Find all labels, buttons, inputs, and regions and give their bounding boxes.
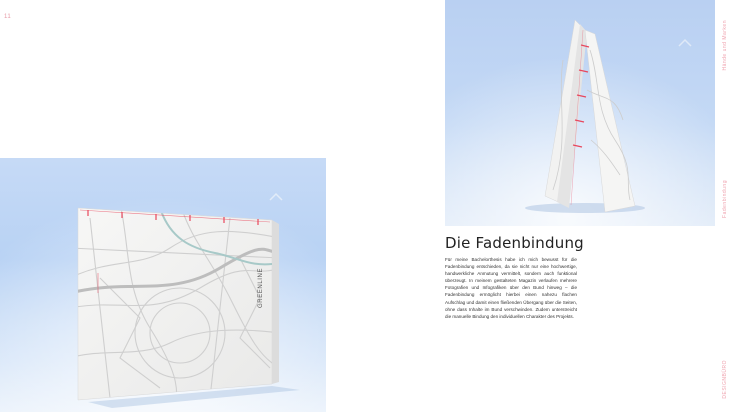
book-standing-photo — [445, 0, 715, 226]
page-number: 11 — [4, 14, 12, 20]
book-standing-illustration — [445, 0, 715, 226]
side-label-top: Hände und Marken — [722, 20, 728, 71]
book-front-illustration — [0, 158, 326, 412]
book-cover-label: GREENLINE — [258, 267, 264, 308]
side-label-middle: Fadenbindung — [722, 180, 728, 218]
body-text: Für meine Bachelorthesis habe ich mich bewusst für die Fadenbindung entschieden, da sie nicht nur eine hochwertige, handwerkliche Anmutung vermittelt, sondern auch funktional überzeugt. In meinem gestalteten Magazin verlaufen mehrere Fotografien und Infografiken über den Bund hinweg – die Fadenbindung ermöglicht hierbei einen nahezu flachen Aufschlag und damit einen fließenden Übergang über die Seiten, ohne dass Inhalte im Bund verschwinden. Zudem unterstreicht die manuelle Bindung den individuellen Charakter des Projekts. — [445, 257, 577, 319]
book-front-photo — [0, 158, 326, 412]
page-title: Die Fadenbindung — [445, 234, 584, 252]
side-label-bottom: DESIGNBÜRO — [722, 360, 728, 399]
